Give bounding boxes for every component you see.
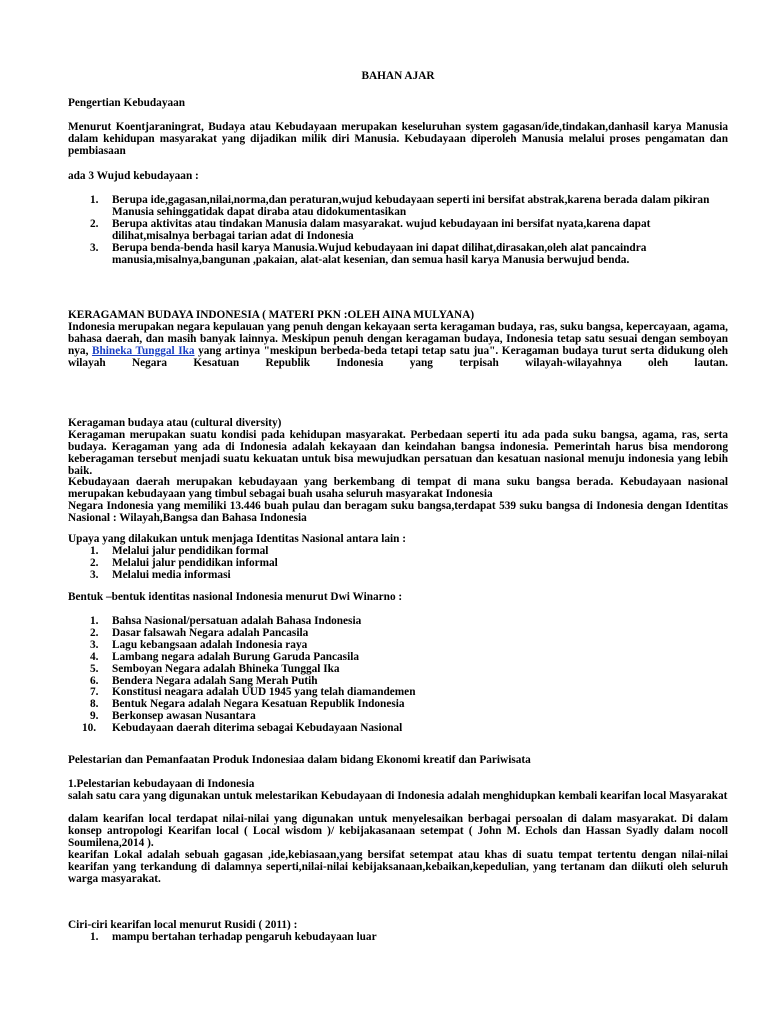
bentuk-intro: Bentuk –bentuk identitas nasional Indonesia menurut Dwi Winarno :	[68, 591, 403, 603]
list-number: 3.	[90, 638, 99, 651]
pelestarian-paragraph-2: dalam kearifan local terdapat nilai-nilai yang digunakan untuk menyelesaikan berbagai persoalan di dalam masyarakat. Di dalam konsep antropologi Kearifan local ( Local wisdom )/ kebijakasanaan setempat ( John M. Echols dan Hassan Syadly dalam nocoll Soumilena,2014 ).	[68, 813, 728, 849]
bhineka-tunggal-ika-link[interactable]: Bhineka Tunggal Ika	[91, 344, 195, 357]
list-text: Semboyan Negara adalah Bhineka Tunggal Ika	[112, 662, 340, 675]
list-text: Bendera Negara adalah Sang Merah Putih	[112, 674, 318, 687]
list-number: 9.	[90, 710, 99, 723]
list-number: 8.	[90, 698, 99, 711]
keragaman-text: Indonesia merupakan negara kepulauan yang penuh dengan kekayaan serta keragaman budaya, ras, suku bangsa, kepercayaan, agama, bahasa daerah, dan masih banyak lainnya. Meskipun penuh dengan keragaman budaya, Indonesia tetap satu sesuai dengan semboyan nya,	[68, 321, 728, 357]
list-text: Melalui jalur pendidikan formal	[112, 545, 269, 557]
list-number: 1.	[90, 545, 99, 557]
pelestarian-paragraph-1: salah satu cara yang digunakan untuk melestarikan Kebudayaan di Indonesia adalah menghidupkan kembali kearifan local Masyarakat	[68, 790, 728, 802]
list-text: Berupa aktivitas atau tindakan Manusia dalam masyarakat. wujud kebudayaan ini bersifat nyata,karena dapat dilihat,misalnya berbagai tarian adat di Indonesia	[112, 217, 651, 242]
section-heading-keragaman: KERAGAMAN BUDAYA INDONESIA ( MATERI PKN :OLEH AINA MULYANA)	[68, 309, 475, 321]
list-item	[68, 195, 728, 219]
upaya-list	[68, 546, 728, 582]
list-number: 3.	[90, 241, 99, 254]
section-heading-pelestarian: Pelestarian dan Pemanfaatan Produk Indonesiaa dalam bidang Ekonomi kreatif dan Pariwisata	[68, 754, 531, 766]
list-text: Berupa benda-benda hasil karya Manusia.Wujud kebudayaan ini dapat dilihat,dirasakan,oleh alat pancaindra manusia,misalnya,bangunan ,pakaian, alat-alat kesenian, dan semua hasil karya Manusia berwujud benda.	[112, 241, 647, 266]
wujud-list	[68, 195, 728, 266]
keragaman-text-cont: yang artinya "meskipun berbeda-beda tetapi tetap satu jua". Keragaman budaya turut serta didukung oleh wilayah Negara Kesatuan Republik Indonesia yang terpisah wilayah-wilayahnya oleh lautan.	[68, 344, 728, 369]
page-title: BAHAN AJAR	[361, 70, 435, 82]
list-number: 2.	[90, 217, 99, 230]
ciri-list	[68, 932, 728, 944]
cultural-diversity-paragraph-3: Negara Indonesia yang memiliki 13.446 buah pulau dan beragam suku bangsa,terdapat 539 suku bangsa di Indonesia dengan Identitas Nasional : Wilayah,Bangsa dan Bahasa Indonesia	[68, 500, 728, 524]
list-text: Melalui jalur pendidikan informal	[112, 556, 278, 569]
list-text: Lagu kebangsaan adalah Indonesia raya	[112, 638, 308, 651]
list-item	[68, 570, 728, 582]
list-number: 4.	[90, 650, 99, 663]
list-item	[68, 723, 728, 735]
kebudayaan-paragraph: Menurut Koentjaraningrat, Budaya atau Kebudayaan merupakan keseluruhan system gagasan/ide,tindakan,danhasil karya Manusia dalam kehidupan masyarakat yang dijadikan milik diri Manusia. Kebudayaan diperoleh Manusia melalui proses pengamatan dan pembiasaan	[68, 121, 728, 157]
list-number: 2.	[90, 556, 99, 569]
keragaman-paragraph	[68, 322, 728, 370]
list-number: 6.	[90, 674, 99, 687]
wujud-intro: ada 3 Wujud kebudayaan :	[68, 170, 199, 182]
list-text: Bahsa Nasional/persatuan adalah Bahasa Indonesia	[112, 615, 362, 627]
list-text: Dasar falsawah Negara adalah Pancasila	[112, 626, 309, 639]
list-text: Bentuk Negara adalah Negara Kesatuan Republik Indonesia	[112, 698, 405, 711]
section-heading-kebudayaan: Pengertian Kebudayaan	[68, 97, 186, 109]
cultural-diversity-paragraph-1: Keragaman merupakan suatu kondisi pada kehidupan masyarakat. Perbedaan seperti itu ada pada suku bangsa, agama, ras, serta budaya. Keragaman yang ada di Indonesia adalah kekayaan dan keindahan bangsa indonesia. Pemerintah harus bisa mendorong keberagaman tersebut menjadi suatu kekuatan untuk bisa mewujudkan persatuan dan kesatuan nasional menuju indonesia yang lebih baik.	[68, 429, 728, 477]
list-number: 2.	[90, 626, 99, 639]
list-number: 1.	[90, 194, 99, 206]
section-heading-cultural-diversity: Keragaman budaya atau (cultural diversity)	[68, 417, 282, 429]
list-number: 10.	[82, 722, 97, 735]
list-text: Berkonsep awasan Nusantara	[112, 710, 256, 723]
list-number: 1.	[90, 615, 99, 627]
list-number: 3.	[90, 568, 99, 581]
list-item	[68, 219, 728, 243]
list-item	[68, 243, 728, 267]
pelestarian-subheading: 1.Pelestarian kebudayaan di Indonesia	[68, 778, 255, 790]
list-text: Kebudayaan daerah diterima sebagai Kebudayaan Nasional	[112, 722, 403, 735]
list-number: 1.	[90, 931, 99, 943]
cultural-diversity-paragraph-2: Kebudayaan daerah merupakan kebudayaan yang berkembang di tempat di mana suku bangsa berada. Kebudayaan nasional merupakan kebudayaan yang timbul sebagai buah usaha seluruh masyarakat Indonesia	[68, 476, 728, 500]
list-number: 7.	[90, 686, 99, 699]
list-number: 5.	[90, 662, 99, 675]
ciri-intro: Ciri-ciri kearifan local menurut Rusidi ( 2011) :	[68, 919, 298, 931]
list-text: Lambang negara adalah Burung Garuda Pancasila	[112, 650, 360, 663]
bentuk-list	[68, 616, 728, 735]
upaya-intro: Upaya yang dilakukan untuk menjaga Identitas Nasional antara lain :	[68, 533, 407, 545]
list-item	[68, 932, 728, 944]
pelestarian-paragraph-3: kearifan Lokal adalah sebuah gagasan ,ide,kebiasaan,yang bersifat setempat atau khas di suatu tempat tertentu dengan nilai-nilai kearifan yang terkandung di dalamnya seperti,nilai-nilai kebijaksanaan,kebaikan,kepedulian, yang tertanam dan diikuti oleh seluruh warga masyarakat.	[68, 849, 728, 885]
list-text: Melalui media informasi	[112, 568, 231, 581]
list-text: Berupa ide,gagasan,nilai,norma,dan peraturan,wujud kebudayaan seperti ini bersifat abstrak,karena berada dalam pikiran Manusia sehinggatidak dapat diraba atau didokumentasikan	[112, 194, 710, 218]
list-text: mampu bertahan terhadap pengaruh kebudayaan luar	[112, 931, 377, 943]
list-text: Konstitusi neagara adalah UUD 1945 yang telah diamandemen	[112, 686, 416, 699]
